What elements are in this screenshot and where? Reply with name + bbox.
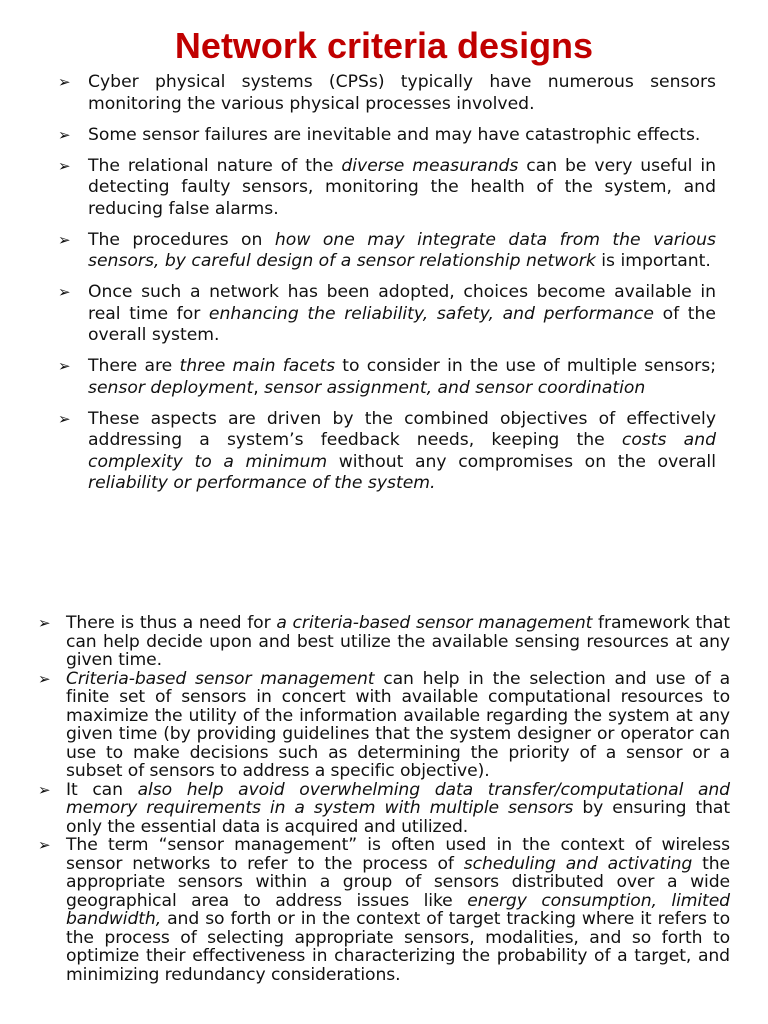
slide-title: Network criteria designs	[174, 25, 594, 66]
bullet-text: and so forth or in the context of target tracking where it refers to the process of selecting appropriate sensors, modalities, and so forth to optimize their effectiveness in characterizing the probability of a target, and minimizing redundancy considerations.	[66, 909, 730, 985]
emphasis-text: also help avoid overwhelming data transfer/computational and memory requirements in a system with multiple sensors	[66, 779, 730, 818]
bullet-text: The procedures on	[88, 229, 275, 250]
emphasis-text: reliability or performance of the system.	[88, 473, 436, 493]
bullet-item	[38, 670, 730, 781]
emphasis-text: energy consumption, limited bandwidth,	[66, 890, 730, 929]
bullet-item	[58, 409, 716, 495]
emphasis-text: a criteria-based sensor management	[276, 613, 593, 633]
bullet-text: can be very useful in detecting faulty sensors, monitoring the health of the system, and reducing false alarms.	[88, 155, 716, 219]
emphasis-text: enhancing the reliability, safety, and performance	[208, 303, 654, 324]
emphasis-text: how one may integrate data from the various sensors, by careful design of a sensor relationship network	[88, 229, 716, 271]
bullet-item	[58, 72, 716, 115]
bullet-list	[58, 72, 716, 504]
bullet-text: The relational nature of the	[88, 155, 342, 176]
emphasis-text: costs and complexity to a minimum	[88, 430, 716, 472]
arrow-bullet-icon: ➢	[58, 357, 71, 375]
emphasis-text: Criteria-based sensor management	[66, 668, 375, 689]
bullet-text: Cyber physical systems (CPSs) typically have numerous sensors monitoring the various physical processes involved.	[88, 72, 716, 114]
bullet-text: is important.	[595, 251, 711, 271]
bullet-text: The term “sensor management” is often used in the context of wireless sensor networks to refer to the process of	[66, 835, 730, 874]
bullet-text: the appropriate sensors within a group of sensors distributed over a wide geographical area to address issues like	[66, 853, 731, 911]
emphasis-text: diverse measurands	[341, 155, 519, 176]
bullet-text: There are	[88, 356, 180, 376]
arrow-bullet-icon: ➢	[38, 836, 51, 854]
bullet-text: There is thus a need for	[66, 613, 277, 633]
bullet-item	[38, 836, 730, 984]
bullet-text: Once such a network has been adopted, choices become available in real time for	[88, 282, 716, 324]
bullet-text: framework that can help decide upon and best utilize the available sensing resources at any given time.	[66, 613, 731, 670]
bullet-text: to consider in the use of multiple sensors;	[335, 356, 716, 376]
bullet-text: can help in the selection and use of a finite set of sensors in concert with available computational resources to maximize the utility of the information available regarding the system at any given time (by providing guidelines that the system designer or operator can use to make decisions such as determining the priority of a sensor or a subset of sensors to address a specific objective).	[66, 668, 730, 781]
bullet-item	[58, 282, 716, 347]
bullet-item	[38, 614, 730, 670]
arrow-bullet-icon: ➢	[58, 283, 71, 301]
slide-sensor-management	[0, 600, 768, 1024]
emphasis-text: scheduling and activating	[463, 853, 693, 874]
emphasis-text: three main facets	[179, 356, 336, 376]
bullet-text: It can	[66, 779, 138, 800]
bullet-item	[58, 156, 716, 221]
arrow-bullet-icon: ➢	[38, 669, 51, 688]
arrow-bullet-icon: ➢	[58, 125, 71, 144]
bullet-item	[38, 781, 730, 837]
bullet-text: These aspects are driven by the combined objectives of effectively addressing a system’s feedback needs, keeping the	[88, 408, 716, 450]
emphasis-text: sensor deployment	[88, 377, 254, 398]
bullet-item	[58, 230, 716, 273]
bullet-text: by ensuring that only the essential data is acquired and utilized.	[66, 798, 730, 837]
arrow-bullet-icon: ➢	[38, 614, 51, 632]
arrow-bullet-icon: ➢	[58, 230, 71, 249]
bullet-text: of the overall system.	[88, 303, 716, 345]
bullet-list	[38, 614, 730, 984]
arrow-bullet-icon: ➢	[58, 156, 71, 175]
bullet-text: ,	[253, 377, 265, 398]
emphasis-text: sensor assignment, and sensor coordination	[264, 377, 646, 398]
bullet-text: without any compromises on the overall	[327, 451, 716, 472]
bullet-text: Some sensor failures are inevitable and may have catastrophic effects.	[88, 124, 701, 145]
arrow-bullet-icon: ➢	[38, 780, 51, 799]
bullet-item	[58, 125, 716, 147]
arrow-bullet-icon: ➢	[58, 73, 71, 91]
bullet-item	[58, 356, 716, 399]
arrow-bullet-icon: ➢	[58, 409, 71, 428]
